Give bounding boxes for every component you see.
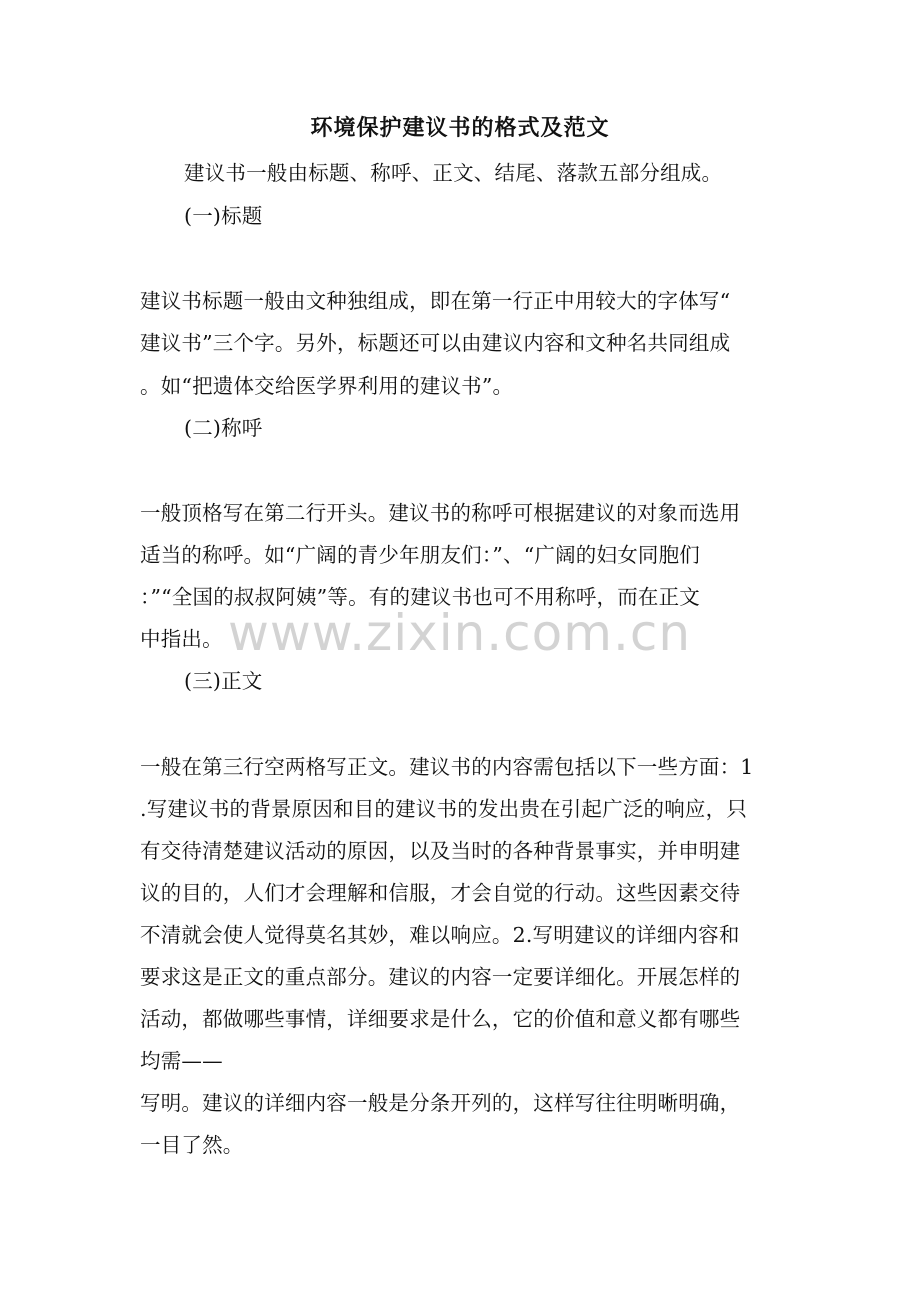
paragraph-line: 均需—— — [140, 1049, 223, 1073]
paragraph-line: 活动，都做哪些事情，详细要求是什么，它的价值和意义都有哪些 — [140, 1007, 741, 1031]
document-title: 环境保护建议书的格式及范文 — [310, 115, 610, 141]
paragraph-line: .写建议书的背景原因和目的建议书的发出贵在引起广泛的响应，只 — [140, 797, 748, 821]
intro-paragraph: 建议书一般由标题、称呼、正文、结尾、落款五部分组成。 — [184, 161, 723, 185]
paragraph-line: 一般顶格写在第二行开头。建议书的称呼可根据建议的对象而选用 — [140, 501, 741, 525]
paragraph-line: 有交待清楚建议活动的原因，以及当时的各种背景事实，并申明建 — [140, 839, 741, 863]
paragraph-line: 一般在第三行空两格写正文。建议书的内容需包括以下一些方面：1 — [140, 755, 754, 779]
paragraph-line: 不清就会使人觉得莫名其妙，难以响应。2.写明建议的详细内容和 — [140, 923, 740, 947]
paragraph-line: 要求这是正文的重点部分。建议的内容一定要详细化。开展怎样的 — [140, 965, 741, 989]
paragraph-line: 建议书标题一般由文种独组成，即在第一行正中用较大的字体写“ — [140, 289, 731, 313]
watermark: www.zixin.com.cn — [228, 604, 692, 662]
paragraph-line: 议的目的，人们才会理解和信服，才会自觉的行动。这些因素交待 — [140, 881, 741, 905]
section-heading-body: (三)正文 — [184, 669, 263, 693]
paragraph-line: 一目了然。 — [140, 1133, 244, 1157]
paragraph-line: 中指出。 — [140, 627, 223, 651]
paragraph-line: 适当的称呼。如“广阔的青少年朋友们：”、“广阔的妇女同胞们 — [140, 543, 700, 567]
section-heading-salutation: (二)称呼 — [184, 416, 263, 440]
section-heading-title: (一)标题 — [184, 204, 263, 228]
paragraph-line: ：”“全国的叔叔阿姨”等。有的建议书也可不用称呼，而在正文 — [140, 585, 700, 609]
paragraph-line: 写明。建议的详细内容一般是分条开列的，这样写往往明晰明确， — [140, 1091, 741, 1115]
paragraph-line: 建议书”三个字。另外，标题还可以由建议内容和文种名共同组成 — [140, 331, 731, 355]
paragraph-line: 。如“把遗体交给医学界利用的建议书”。 — [140, 374, 514, 398]
